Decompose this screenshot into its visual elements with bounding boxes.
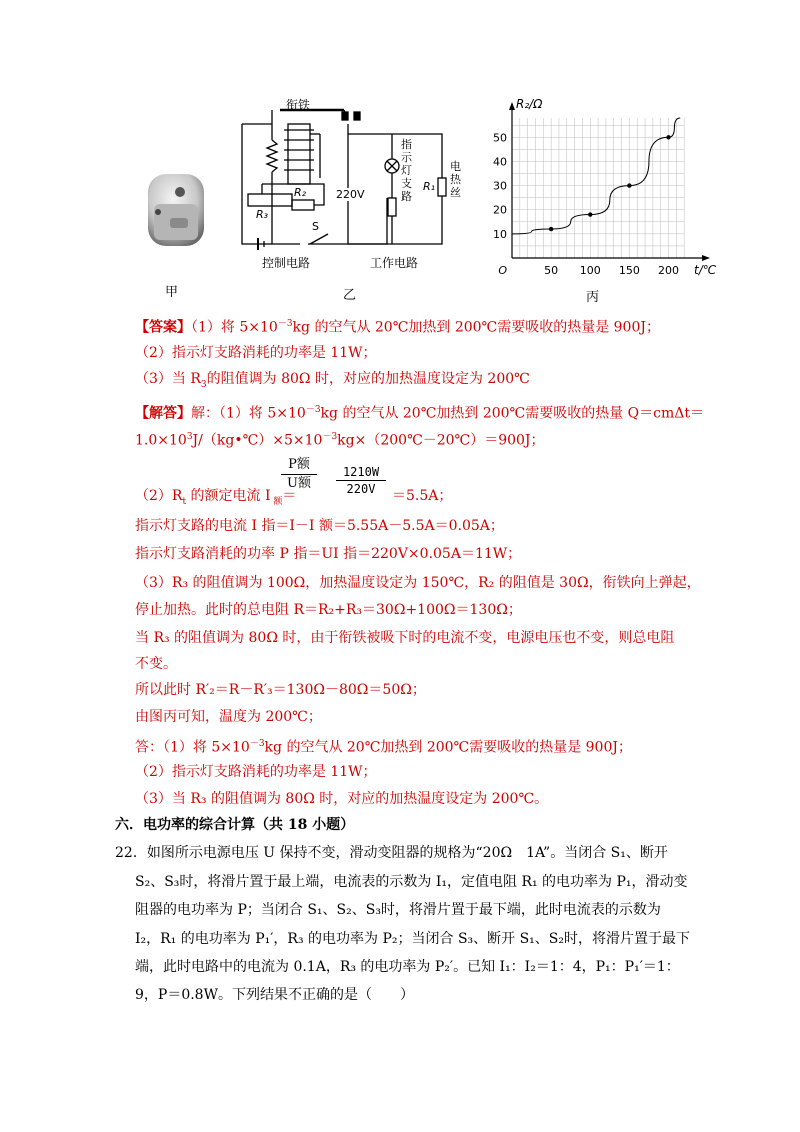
r3-label: R₃ — [256, 208, 269, 221]
solution-line-5: 指示灯支路消耗的功率 P 指＝UI 指＝220V×0.05A＝11W； — [135, 546, 522, 562]
fraction-rated: P额 U额 — [281, 456, 317, 493]
circuit-diagram — [232, 94, 472, 294]
indicator-char: 支 — [401, 177, 412, 190]
figure-caption-bing: 丙 — [586, 290, 600, 305]
indicator-branch-label — [401, 138, 413, 203]
question-line-1: 22．如图所示电源电压 U 保持不变，滑动变阻器的规格为“20Ω 1A”。当闭合 S₁、断开 — [115, 845, 668, 861]
armature-label: 衔铁 — [286, 98, 311, 112]
data-point — [549, 227, 553, 231]
answer-line-3: （3）当 $R_3$的阻值调为 80Ω 时，对应的加热温度设定为 200℃ — [135, 371, 530, 390]
indicator-char: 指 — [401, 138, 412, 151]
x-tick-label: 50 — [544, 264, 559, 277]
x-axis-label: t/℃ — [694, 263, 717, 277]
question-line-2: S₂、S₃时，将滑片置于最上端，电流表的示数为 I₁，定值电阻 R₁ 的电功率为 P₁，滑动变 — [135, 874, 688, 890]
section-title: 六．电功率的综合计算（共 18 小题） — [115, 817, 355, 833]
heater-char: 丝 — [450, 186, 461, 199]
solution-line-12: 答：（1）将 $5\times 10^{-3}kg$ 的空气从 20℃加热到 200℃需要吸收的热量是 900J； — [135, 739, 632, 756]
solution-line-8: 当 R₃ 的阻值调为 80Ω 时，由于衔铁被吸下时的电流不变，电源电压也不变，则总电阻 — [135, 630, 675, 646]
solution-line-3: $(2)R_t$ 的额定电流 I $_额$＝ — [135, 488, 297, 507]
figure-caption-yi: 乙 — [343, 288, 357, 303]
y-axis-arrow — [509, 102, 515, 110]
question-line-6: 9，P＝0.8W。下列结果不正确的是（ ） — [135, 987, 414, 1003]
y-tick-label: 20 — [493, 203, 507, 217]
indicator-char: 灯 — [401, 164, 412, 177]
air-fryer-photo — [146, 168, 206, 250]
r2-curve — [512, 118, 680, 234]
solution-line-1: 【解答】解：（1）将 $5\times 10^{-3}kg$ 的空气从 20℃加热到 200℃需要吸收的热量 Q＝cmΔt＝ — [135, 405, 704, 422]
y-tick-label: 10 — [493, 227, 507, 241]
figure-caption-jia: 甲 — [165, 285, 179, 300]
solution-line-9: 不变。 — [135, 656, 177, 672]
solution-tag: 【解答】 — [135, 405, 191, 422]
x-axis-arrow — [702, 255, 710, 261]
heater-label — [450, 160, 462, 199]
answer-line-1: 【答案】（1）将 $5\times 10^{-3}kg$ 的空气从 20℃加热到 200℃需要吸收的热量是 900J； — [135, 319, 660, 336]
question-line-3: 阻器的电功率为 P；当闭合 S₁、S₂、S₃时，将滑片置于最下端，此时电流表的示数为 — [135, 902, 661, 918]
solution-line-4: 指示灯支路的电流 I 指＝I－I 额＝5.55A－5.5A＝0.05A； — [135, 518, 504, 534]
y-tick-label: 40 — [493, 155, 507, 169]
solution-line-13: （2）指示灯支路消耗的功率是 11W； — [135, 764, 377, 780]
x-tick-label: 100 — [579, 264, 601, 277]
control-circuit-label: 控制电路 — [262, 256, 311, 270]
solution-line-6: （3）R₃ 的阻值调为 100Ω，加热温度设定为 150℃，R₂ 的阻值是 30Ω，衔铁向上弹起， — [135, 575, 701, 591]
y-tick-label: 50 — [493, 131, 507, 145]
solution-line-11: 由图丙可知，温度为 200℃； — [135, 709, 322, 725]
chart-svg — [490, 96, 720, 281]
data-point — [588, 212, 592, 216]
origin-label: O — [498, 264, 507, 277]
heater-char: 热 — [450, 173, 461, 186]
answer-line-2: （2）指示灯支路消耗的功率是 11W； — [135, 345, 377, 361]
question-line-5: 端，此时电路中的电流为 0.1A，R₃ 的电功率为 P₂′。已知 I₁：I₂＝1：4，P₁：P₁′＝1： — [135, 959, 680, 975]
r2-temperature-chart — [490, 96, 720, 281]
work-circuit-label: 工作电路 — [370, 256, 419, 270]
r1-label: R₁ — [423, 180, 436, 193]
answer-tag: 【答案】 — [135, 319, 191, 336]
indicator-char: 路 — [401, 190, 412, 203]
y-axis-label: R₂/Ω — [516, 97, 543, 111]
heater-char: 电 — [450, 160, 461, 173]
switch-label: S — [312, 220, 319, 233]
solution-line-10: 所以此时 R′₂＝R－R′₃＝130Ω－80Ω＝50Ω； — [135, 682, 426, 698]
question-line-4: I₂，R₁ 的电功率为 P₁′，R₃ 的电功率为 P₂；当闭合 S₃、断开 S₁、S₂时，将滑片置于最下 — [135, 931, 691, 947]
y-tick-label: 30 — [493, 179, 507, 193]
data-point — [666, 135, 670, 139]
solution-line-2: $1.0\times 10^3J/(kg•℃)\times 5\times 10^{-3}kg\times(200℃-20℃)=900J$； — [135, 432, 545, 449]
x-tick-label: 200 — [658, 264, 680, 277]
solution-line-7: 停止加热。此时的总电阻 R＝R₂+R₃＝30Ω+100Ω＝130Ω； — [135, 602, 522, 618]
data-point — [627, 183, 631, 187]
solution-line-3-end: ＝5.5A； — [392, 488, 453, 504]
fraction-values: 1210W 220V — [336, 464, 386, 497]
r2-label: R₂ — [294, 186, 307, 199]
solution-line-14: （3）当 R₃ 的阻值调为 80Ω 时，对应的加热温度设定为 200℃。 — [135, 791, 549, 807]
x-tick-label: 150 — [618, 264, 640, 277]
voltage-label: 220V — [336, 188, 365, 201]
indicator-char: 示 — [401, 151, 412, 164]
